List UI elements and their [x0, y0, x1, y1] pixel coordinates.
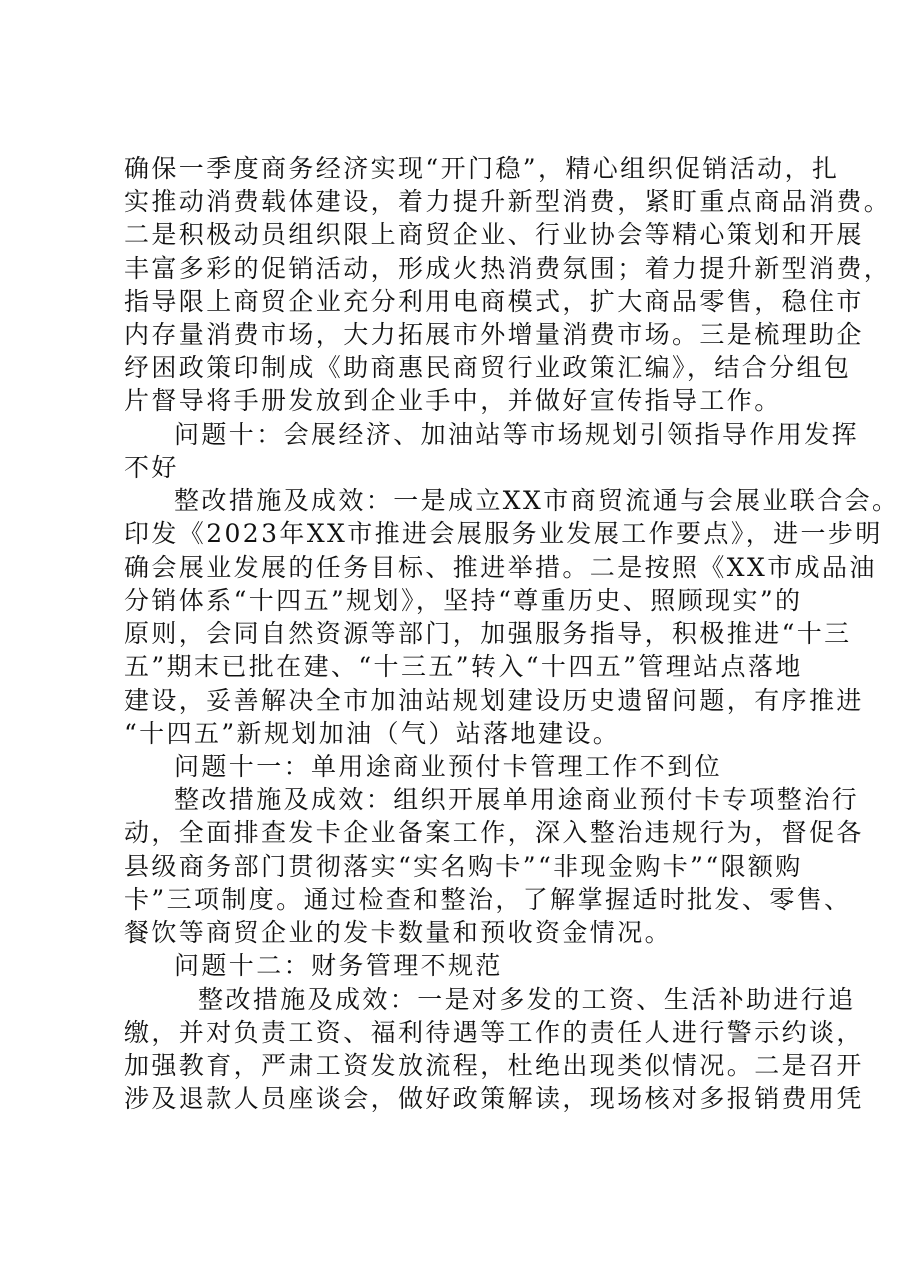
text-line: 片督导将手册发放到企业手中，并做好宣传指导工作。	[124, 386, 782, 415]
text-line: 整改措施及成效：组织开展单用途商业预付卡专项整治行	[174, 785, 860, 814]
section-heading: 问题十二：财务管理不规范	[174, 951, 503, 980]
section-heading: 问题十一：单用途商业预付卡管理工作不到位	[174, 752, 723, 781]
section-heading: 问题十：会展经济、加油站等市场规划引领指导作用发挥	[174, 420, 860, 449]
text-line: 分销体系“十四五”规划》，坚持“尊重历史、照顾现实”的	[124, 586, 803, 615]
section-heading-cont: 不好	[124, 453, 179, 482]
text-line: 实推动消费载体建设，着力提升新型消费，紧盯重点商品消费。	[124, 187, 892, 216]
text-line: 指导限上商贸企业充分利用电商模式，扩大商品零售，稳住市	[124, 287, 864, 316]
text-line: 五”期末已批在建、“十三五”转入“十四五”管理站点落地	[124, 652, 803, 681]
text-line: 纾困政策印制成《助商惠民商贸行业政策汇编》，结合分组包	[124, 353, 852, 382]
text-line: 原则，会同自然资源等部门，加强服务指导，积极推进“十三	[124, 619, 852, 648]
text-line: 涉及退款人员座谈会，做好政策解读，现场核对多报销费用凭	[124, 1084, 864, 1113]
text-line: 印发《2023年XX市推进会展服务业发展工作要点》，进一步明	[124, 519, 883, 548]
text-line: 二是积极动员组织限上商贸企业、行业协会等精心策划和开展	[124, 220, 864, 249]
text-line: 建设，妥善解决全市加油站规划建设历史遗留问题，有序推进	[124, 686, 864, 715]
text-line: “十四五”新规划加油（气）站落地建设。	[124, 719, 621, 748]
text-line: 缴，并对负责工资、福利待遇等工作的责任人进行警示约谈，	[124, 1018, 864, 1047]
text-line: 整改措施及成效：一是对多发的工资、生活补助进行追	[198, 985, 856, 1014]
text-line: 内存量消费市场，大力拓展市外增量消费市场。三是梳理助企	[124, 320, 864, 349]
text-line: 确保一季度商务经济实现“开门稳”，精心组织促销活动，扎	[124, 154, 840, 183]
text-line: 整改措施及成效：一是成立XX市商贸流通与会展业联合会。	[174, 486, 900, 515]
text-line: 卡”三项制度。通过检查和整治，了解掌握适时批发、零售、	[124, 885, 852, 914]
text-line: 动，全面排查发卡企业备案工作，深入整治违规行为，督促各	[124, 818, 864, 847]
text-line: 县级商务部门贯彻落实“实名购卡”“非现金购卡”“限额购	[124, 852, 803, 881]
text-line: 丰富多彩的促销活动，形成火热消费氛围；着力提升新型消费，	[124, 254, 892, 283]
text-line: 确会展业发展的任务目标、推进举措。二是按照《XX市成品油	[124, 553, 877, 582]
text-line: 餐饮等商贸企业的发卡数量和预收资金情况。	[124, 918, 673, 947]
text-line: 加强教育，严肃工资发放流程，杜绝出现类似情况。二是召开	[124, 1051, 864, 1080]
